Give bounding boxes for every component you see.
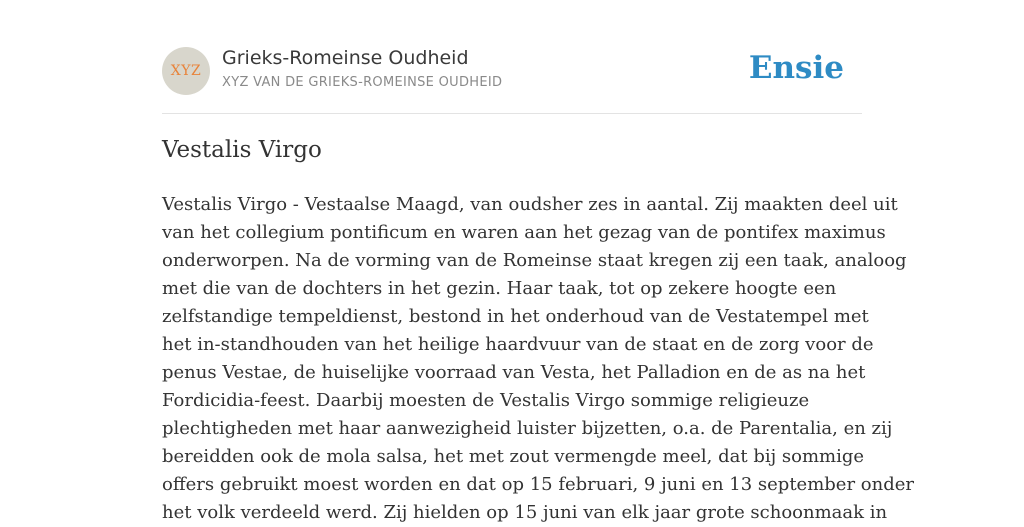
header-divider xyxy=(162,113,862,114)
term-title: Vestalis Virgo xyxy=(162,137,322,163)
definition-line: Vestalis Virgo - Vestaalse Maagd, van oudsher zes in aantal. Zij maakten deel uit xyxy=(162,194,898,215)
definition-line: met die van de dochters in het gezin. Haar taak, tot op zekere hoogte een xyxy=(162,278,837,299)
definition-line: het volk verdeeld werd. Zij hielden op 15 juni van elk jaar grote schoonmaak in xyxy=(162,502,888,523)
definition-line: het in-standhouden van het heilige haardvuur van de staat en de zorg voor de xyxy=(162,334,874,355)
definition-line: onderworpen. Na de vorming van de Romeinse staat kregen zij een taak, analoog xyxy=(162,250,907,271)
definition-line: offers gebruikt moest worden en dat op 15 februari, 9 juni en 13 september onder xyxy=(162,474,914,495)
source-header xyxy=(162,46,862,96)
definition-line: plechtigheden met haar aanwezigheid luister bijzetten, o.a. de Parentalia, en zij xyxy=(162,418,893,439)
source-avatar[interactable]: XYZ xyxy=(162,47,210,95)
source-title[interactable]: Grieks-Romeinse Oudheid xyxy=(222,47,469,69)
definition-line: Fordicidia-feest. Daarbij moesten de Vestalis Virgo sommige religieuze xyxy=(162,390,810,411)
source-subtitle[interactable]: XYZ VAN DE GRIEKS-ROMEINSE OUDHEID xyxy=(222,75,503,90)
ensie-logo[interactable]: Ensie xyxy=(748,50,844,86)
definition-line: van het collegium pontificum en waren aan het gezag van de pontifex maximus xyxy=(162,222,886,243)
definition-line: zelfstandige tempeldienst, bestond in het onderhoud van de Vestatempel met xyxy=(162,306,869,327)
definition-text xyxy=(162,191,914,527)
definition-line: bereidden ook de mola salsa, het met zout vermengde meel, dat bij sommige xyxy=(162,446,865,467)
definition-line: penus Vestae, de huiselijke voorraad van Vesta, het Palladion en de as na het xyxy=(162,362,866,383)
